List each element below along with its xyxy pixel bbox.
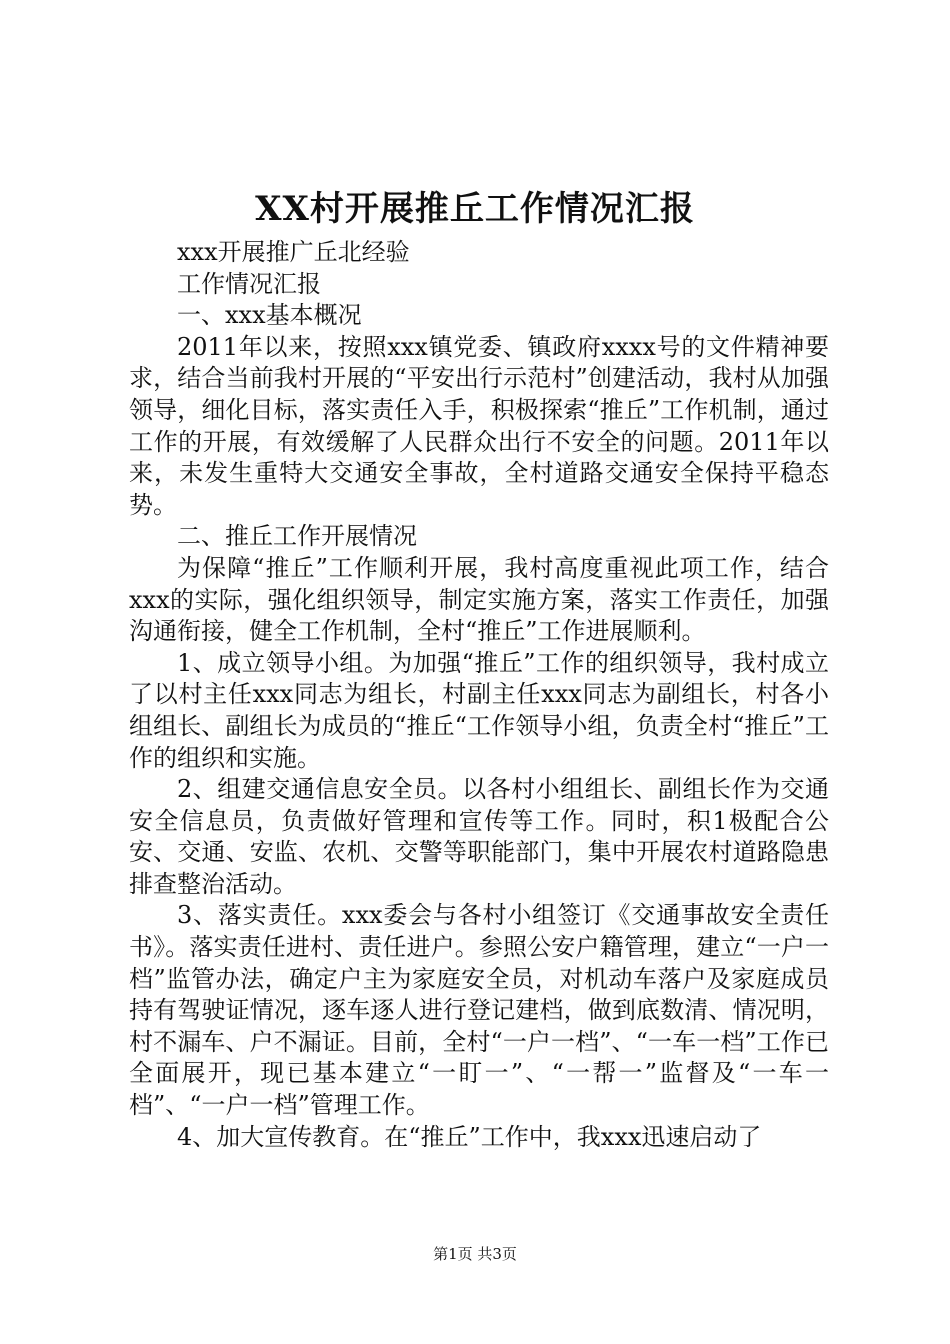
- body-paragraph: 2011年以来，按照xxx镇党委、镇政府xxxx号的文件精神要求，结合当前我村开展的“平安出行示范村”创建活动，我村从加强领导，细化目标，落实责任入手，积极探索“推丘”工作机制，通过工作的开展，有效缓解了人民群众出行不安全的问题。2011年以来，未发生重特大交通安全事故，全村道路交通安全保持平稳态势。: [129, 332, 829, 519]
- body-paragraph: 2、组建交通信息安全员。以各村小组组长、副组长作为交通安全信息员，负责做好管理和宣传等工作。同时，积1极配合公安、交通、安监、农机、交警等职能部门，集中开展农村道路隐患排查整治活动。: [129, 775, 829, 898]
- section-heading: 二、推丘工作开展情况: [177, 522, 417, 551]
- body-paragraph: 3、落实责任。xxx委会与各村小组签订《交通事故安全责任书》。落实责任进村、责任进户。参照公安户籍管理，建立“一户一档”监管办法，确定户主为家庭安全员，对机动车落户及家庭成员持有驾驶证情况，逐车逐人进行登记建档，做到底数清、情况明，村不漏车、户不漏证。目前，全村“一户一档”、“一车一档”工作已全面展开，现已基本建立“一盯一”、“一帮一”监督及“一车一档”、“一户一档”管理工作。: [129, 901, 829, 1120]
- body-paragraph: 为保障“推丘”工作顺利开展，我村高度重视此项工作，结合xxx的实际，强化组织领导，制定实施方案，落实工作责任，加强沟通衔接，健全工作机制，全村“推丘”工作进展顺利。: [129, 553, 829, 646]
- body-paragraph: 4、加大宣传教育。在“推丘”工作中，我xxx迅速启动了: [177, 1122, 762, 1151]
- section-heading: 一、xxx基本概况: [177, 301, 362, 330]
- document-body: [129, 237, 829, 1153]
- document-title: XX村开展推丘工作情况汇报: [255, 189, 695, 229]
- page-number-footer: 第1页 共3页: [433, 1245, 517, 1263]
- body-paragraph: 1、成立领导小组。为加强“推丘”工作的组织领导，我村成立了以村主任xxx同志为组长，村副主任xxx同志为副组长，村各小组组长、副组长为成员的“推丘“工作领导小组，负责全村“推丘”工作的组织和实施。: [129, 648, 829, 772]
- body-paragraph: 工作情况汇报: [177, 269, 321, 298]
- body-paragraph: xxx开展推广丘北经验: [177, 238, 410, 266]
